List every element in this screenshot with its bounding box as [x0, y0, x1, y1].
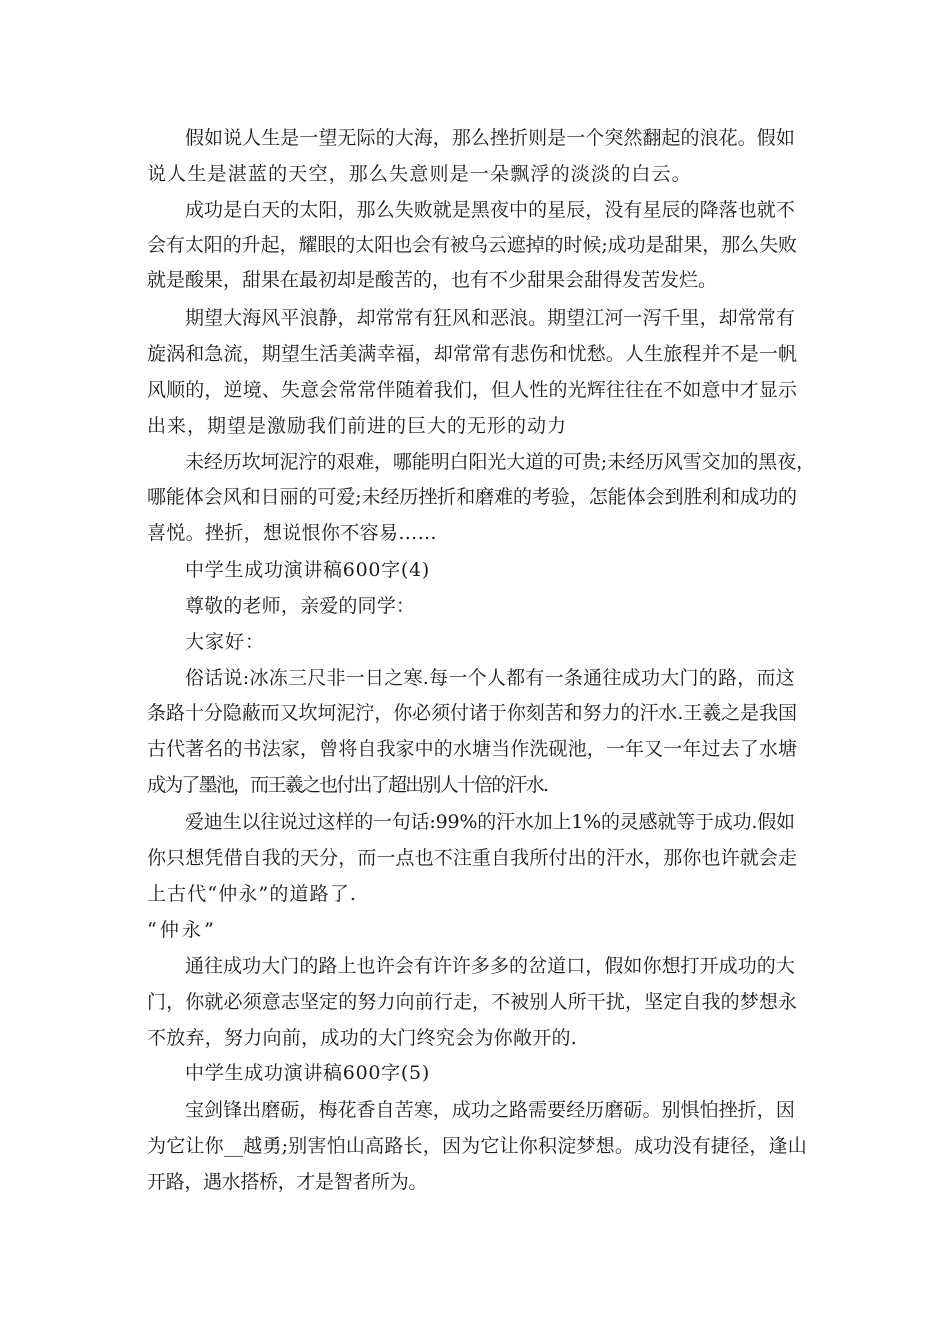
text-line: 上古代“仲永”的道路了. [147, 883, 358, 905]
text-line: 条路十分隐蔽而又坎坷泥泞，你必须付诸于你刻苦和努力的汗水.王羲之是我国 [147, 702, 797, 724]
text-line: 会有太阳的升起，耀眼的太阳也会有被乌云遮掉的时候;成功是甜果，那么失败 [147, 234, 797, 256]
text-line: 你只想凭借自我的天分，而一点也不注重自我所付出的汗水，那你也许就会走 [147, 847, 798, 869]
text-line: 古代著名的书法家，曾将自我家中的水塘当作洗砚池，一年又一年过去了水塘 [147, 738, 798, 760]
text-line: 期望大海风平浪静，却常常有狂风和恶浪。期望江河一泻千里，却常常有 [185, 307, 795, 329]
text-line: 喜悦。挫折，想说恨你不容易…… [147, 522, 437, 544]
salutation: 尊敬的老师，亲爱的同学： [185, 595, 416, 617]
greeting: 大家好： [185, 631, 266, 653]
text-line: 出来，期望是激励我们前进的巨大的无形的动力 [147, 415, 568, 437]
text-line: 不放弃，努力向前，成功的大门终究会为你敞开的. [147, 1027, 578, 1049]
text-line: 说人生是湛蓝的天空，那么失意则是一朵飘浮的淡淡的白云。 [147, 163, 692, 185]
section-heading: 中学生成功演讲稿600字(4) [185, 559, 430, 581]
text-line: 通往成功大门的路上也许会有许许多多的岔道口，假如你想打开成功的大 [185, 955, 795, 977]
text-line: 就是酸果，甜果在最初却是酸苦的，也有不少甜果会甜得发苦发烂。 [147, 269, 718, 291]
text-line: 旋涡和急流，期望生活美满幸福，却常常有悲伤和忧愁。人生旅程并不是一帆 [147, 343, 798, 365]
text-line: 风顺的，逆境、失意会常常伴随着我们，但人性的光辉往往在不如意中才显示 [147, 379, 798, 401]
text-line: 门，你就必须意志坚定的努力向前行走，不被别人所干扰，坚定自我的梦想永 [147, 991, 798, 1013]
text-line: 爱迪生以往说过这样的一句话:99%的汗水加上1%的灵感就等于成功.假如 [185, 811, 795, 833]
text-line: 未经历坎坷泥泞的艰难，哪能明白阳光大道的可贵;未经历风雪交加的黑夜， [185, 451, 816, 473]
text-line: 假如说人生是一望无际的大海，那么挫折则是一个突然翻起的浪花。假如 [185, 127, 795, 149]
text-line: 为它让你__越勇;别害怕山高路长，因为它让你积淀梦想。成功没有捷径，逢山 [147, 1135, 807, 1157]
text-line: 开路，遇水搭桥，才是智者所为。 [147, 1171, 428, 1193]
section-heading: 中学生成功演讲稿600字(5) [185, 1062, 430, 1084]
text-line: 成功是白天的太阳，那么失败就是黑夜中的星辰，没有星辰的降落也就不 [185, 199, 795, 221]
text-line: 俗话说:冰冻三尺非一日之寒.每一个人都有一条通往成功大门的路，而这 [185, 667, 796, 689]
text-line: 哪能体会风和日丽的可爱;未经历挫折和磨难的考验，怎能体会到胜利和成功的 [147, 486, 797, 508]
text-line: 宝剑锋出磨砺，梅花香自苦寒，成功之路需要经历磨砺。别惧怕挫折，因 [185, 1099, 795, 1121]
text-line: “仲永” [147, 919, 217, 941]
text-line: 成为了墨池，而王羲之也付出了超出别人十倍的汗水. [147, 774, 548, 796]
